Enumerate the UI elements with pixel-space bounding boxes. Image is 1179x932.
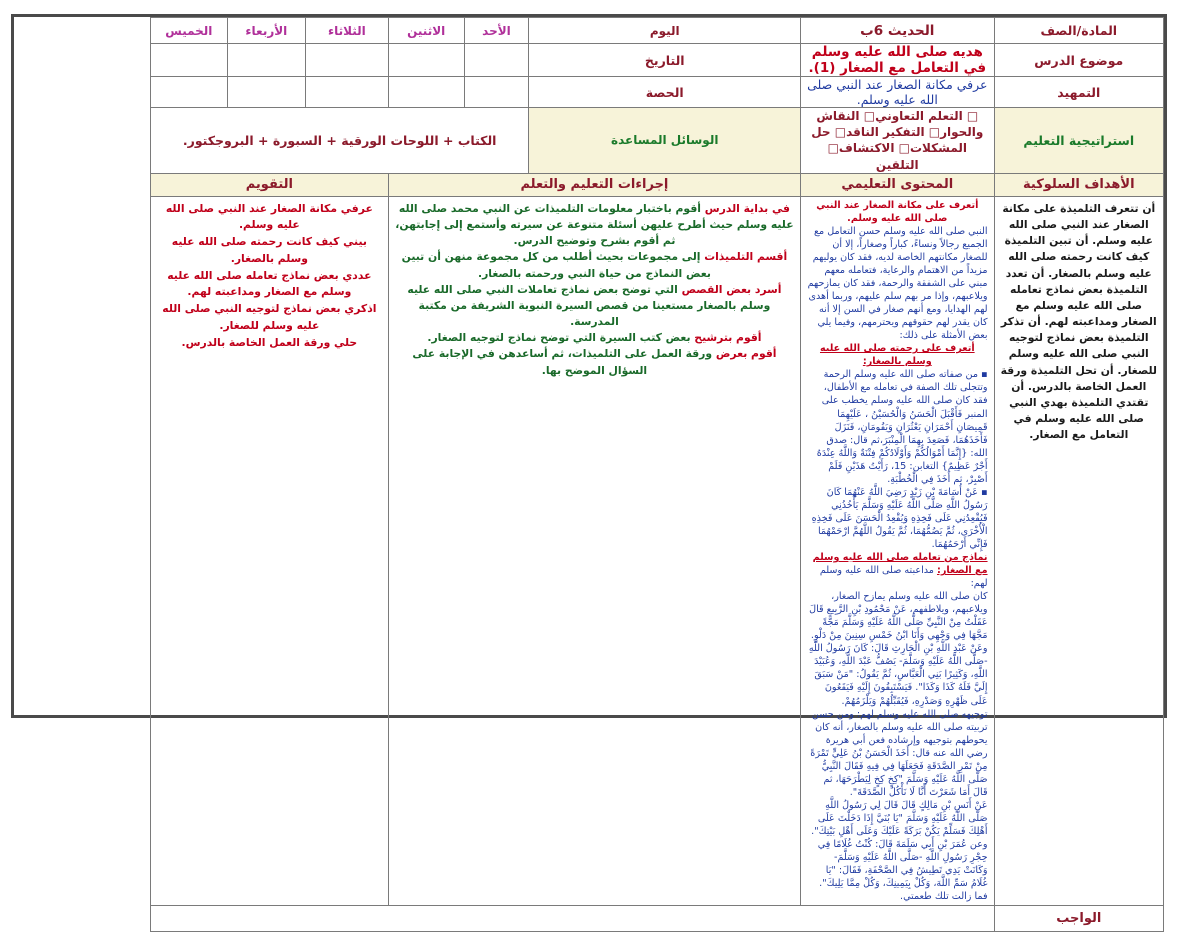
content-h2-line [807,551,988,590]
objectives-header: الأهداف السلوكية [994,173,1163,196]
intro-label: التمهيد [994,77,1163,108]
day-thursday: الخميس [150,18,227,44]
content-p2: النبي صلى الله عليه وسلم حسن التعامل مع الجميع رجالاً ونساءً، كباراً وصغاراً، إلا أن للصغار مكانتهم الخاصة لديه، فقد كان يوليهم مزيداً من الاهتمام والرعاية، فتعامله معهم مبني على الشفقة والرحمة، فقد كان يمازحهم ويلاعبهم، وإذا مر بهم سلم عليهم، وربما أهدى لهم الهدايا، ومع أنهم صغار في السن إلا أنه كان يقدر لهم حقوقهم ويحترمهم، وفيما يلي بعض الأمثلة على ذلك: [807,225,988,342]
proc-step5-text: ورقة العمل على التلميذات، ثم أساعدهن في الإجابة على السؤال الموضح بها. [412,347,713,377]
homework-row [15,906,1164,932]
procedures-header: إجراءات التعليم والتعلم [388,173,800,196]
date-cell-3[interactable] [305,44,388,77]
procedures-cell [388,196,800,906]
lesson-plan-frame [11,14,1167,927]
header-row-2 [15,44,1164,77]
aids-value: الكتاب + اللوحات الورقية + السبورة + البروجكتور. [150,108,529,174]
content-p4: وعَنْ عَبْدِ اللَّهِ بْنِ الْحَارِثِ قَالَ: كَانَ رَسُولُ اللَّهِ -صَلَّى اللَّهُ عَلَيْهِ وَسَلَّمَ- يَصُفُّ عَبْدَ اللَّهِ، وَعُبَيْدَ اللَّهِ، وَكَثِيرًا بَنِي الْعَبَّاسِ، ثُمَّ يَقُولُ: "مَنْ سَبَقَ إِلَيَّ فَلَهُ كَذَا وَكَذَا". فَيَسْتَبِقُونَ إِلَيْهِ فَيَقَعُونَ عَلَى ظَهْرِهِ وَصَدْرِهِ، فَيُقَبِّلُهُمْ وَيَلْزَمُهُمْ. [808,643,988,707]
subject-value: الحديث 6ب [801,18,995,44]
intro-value: عرفي مكانة الصغار عند النبي صلى الله عليه وسلم. [801,77,995,108]
period-cell-5[interactable] [150,77,227,108]
date-cell-2[interactable] [388,44,464,77]
content-h2: نماذج من تعامله صلى الله عليه وسلم مع الصغار: [812,552,988,577]
day-label: اليوم [529,18,801,44]
date-label: التاريخ [529,44,801,77]
lesson-label: موضوع الدرس [994,44,1163,77]
proc-step2-lead: أقسم التلميذات [704,250,788,264]
period-cell-3[interactable] [305,77,388,108]
lesson-plan-table [14,17,1164,932]
evaluation-cell [150,196,388,906]
content-p1: أتعرف على مكانة الصغار عند النبي صلى الله عليه وسلم. [816,199,979,224]
proc-step3-lead: أسرد بعض القصص [681,282,782,296]
date-cell-1[interactable] [464,44,529,77]
proc-step4-lead: أقوم بترشيح [694,331,762,345]
proc-step4-text: بعض كتب السيرة التي توضح نماذج لتوجيه الصغار. [427,331,691,345]
content-header: المحتوى التعليمي [801,173,995,196]
date-cell-5[interactable] [150,44,227,77]
day-sunday: الأحد [464,18,529,44]
header-row-1 [15,18,1164,44]
evaluation-item: عرفي مكانة الصغار عند النبي صلى الله عليه وسلم. [165,201,373,232]
content-h1: أتعرف على رحمته صلى الله عليه وسلم بالصغار: [819,343,975,368]
column-headers-row [15,173,1164,196]
period-cell-1[interactable] [464,77,529,108]
day-wednesday: الأربعاء [227,18,305,44]
proc-step3-text: التي توضح بعض نماذج تعاملات النبي صلى الله عليه وسلم بالصغار مستعينا من قصص السيرة النبوية الشريفة من مكتبة المدرسة. [407,282,771,329]
date-cell-4[interactable] [227,44,305,77]
content-cell [801,196,995,906]
period-cell-4[interactable] [227,77,305,108]
day-tuesday: الثلاثاء [305,18,388,44]
evaluation-item: بيني كيف كانت رحمته صلى الله عليه وسلم بالصغار. [171,235,367,265]
content-p3: كان صلى الله عليه وسلم يمازح الصغار، ويلاعبهم، ويلاطفهم، عَنْ مَحْمُودِ بْنِ الرَّبِيعِ قَالَ عَقَلْتُ مِنْ النَّبِيِّ صَلَّى اللَّهُ عَلَيْهِ وَسَلَّمَ مَجَّةً مَجَّهَا فِي وَجْهِي وَأَنَا ابْنُ خَمْسِ سِنِينَ مِنْ دَلْوٍ. [809,591,988,642]
content-p5-line: توجيهه صلى الله عليه وسلم لهم: ومن حسن تربيته صلى الله عليه وسلم بالصغار، أنه كان يحوطهم بتوجيهه وإرشاده فعن أبي هريرة رضي الله عنه قال: أَخَذَ الْحَسَنُ بْنُ عَلِيٍّ تَمْرَةً مِنْ تَمْرِ الصَّدَقَةِ فَجَعَلَهَا فِي فِيهِ فَقَالَ النَّبِيُّ صَلَّى اللَّهُ عَلَيْهِ وَسَلَّمَ "كِخٍ كِخٍ لِيَطْرَحَهَا، ثم قَالَ أَمَا شَعَرْتَ أَنَّا لَا نَأْكُلُ الصَّدَقَةَ". [810,708,988,798]
homework-cell[interactable] [150,906,994,932]
objectives-text: أن تتعرف التلميذة على مكانة الصغار عند النبي صلى الله عليه وسلم. أن تبين التلميذة كيف كانت رحمته صلى الله عليه وسلم بالصغار. أن تعدد التلميذة بعض نماذج تعامله صلى الله عليه وسلم مع الصغار ومداعبته لهم. أن تذكر التلميذة بعض نماذج لتوجيه النبي صلى الله عليه وسلم للصغار. أن تحل التلميذة ورقة العمل الخاصة بالدرس. أن تقتدي التلميذة بهدي النبي صلى الله عليه وسلم في التعامل مع الصغار. [994,196,1163,906]
header-row-4 [15,108,1164,174]
header-row-3 [15,77,1164,108]
evaluation-item: عددي بعض نماذج تعامله صلى الله عليه وسلم مع الصغار ومداعبته لهم. [167,268,372,299]
content-b1: ▪ من صفاته صلى الله عليه وسلم الرحمة وتتجلى تلك الصفة في تعامله مع الأطفال، فقد كان صلى الله عليه وسلم يخطب على المنبر فَأَقْبَلَ الْحَسَنُ وَالْحُسَيْنُ ، عَلَيْهِمَا قَمِيصَانِ أَحْمَرَانِ يَعْثُرَانِ وَيَقُومَانِ، فَنَزَلَ فَأَخَذَهُمَا، فَصَعِدَ بِهِمَا الْمِنْبَرَ،ثم قال: صدق الله: {إِنَّمَا أَمْوَالُكُمْ وَأَوْلَادُكُمْ فِتْنَةٌ وَاللَّهُ عِنْدَهُ أَجْرٌ عَظِيمٌ} التغابن: 15، رَأَيْتُ هَذَيْنِ فَلَمْ أَصْبِرْ، ثم أَخَذَ فِي الْخُطْبَةِ. [816,369,988,485]
day-monday: الاثنين [388,18,464,44]
homework-label: الواجب [994,906,1163,932]
content-p6: عَنْ أَنَسِ بْنِ مَالِكٍ قَالَ قَالَ لِي رَسُولُ اللَّهِ صَلَّى اللَّهُ عَلَيْهِ وَسَلَّمَ "يَا بُنَيَّ إِذَا دَخَلْتَ عَلَى أَهْلِكَ فَسَلِّمْ يَكُنْ بَرَكَةً عَلَيْكَ وَعَلَى أَهْلِ بَيْتِكَ". [811,799,988,837]
content-p7: وعن عُمَرَ بْنِ أَبِي سَلَمَةَ قَالَ: كُنْتُ غُلَامًا فِي حِجْرِ رَسُولِ اللَّهِ -صَلَّى اللَّهُ عَلَيْهِ وَسَلَّمَ- وَكَانَتْ يَدِي تَطِيشُ فِي الصَّحْفَةِ، فَقَالَ: "يَا غُلَامُ سَمِّ اللَّهَ، وَكُلْ بِيَمِينِكَ، وَكُلْ مِمَّا يَلِيكَ". فما زالت تلك طعمتي. [817,839,988,903]
strategy-label: استراتيجية التعليم [994,108,1163,174]
aids-label: الوسائل المساعدة [529,108,801,174]
strategy-value: □ التعلم التعاوني□ النقاش والحوار□ التفكير الناقد□ حل المشكلات□ الاكتشاف□ التلقين [801,108,995,174]
period-cell-2[interactable] [388,77,464,108]
evaluation-item: اذكري بعض نماذج لتوجيه النبي صلى الله عليه وسلم للصغار. [162,302,377,332]
evaluation-item: حلي ورقة العمل الخاصة بالدرس. [181,335,358,349]
proc-step1-text: أقوم باختبار معلومات التلميذات عن النبي محمد صلى الله عليه وسلم حيث أطرح عليهن أسئلة متنوعة عن سيرته وأستمع إلى إجابتهن، ثم أقوم بشرح وتوضيح الدرس. [395,201,794,248]
body-row [15,196,1164,906]
proc-step1-lead: في بداية الدرس [704,201,790,215]
proc-step2-text: إلى مجموعات بحيث أطلب من كل مجموعة منهن أن تبين بعض النماذج من حياة النبي ورحمته بالصغار. [401,250,711,280]
evaluation-header: التقويم [150,173,388,196]
content-b2: ▪ عَنْ أُسَامَةَ بْنِ زَيْدٍ رَضِيَ اللَّهُ عَنْهُمَا كَانَ رَسُولُ اللَّهِ صَلَّى اللَّهُ عَلَيْهِ وَسَلَّمَ يَأْخُذُنِي فَيُقْعِدُنِي عَلَى فَخِذِهِ وَيُقْعِدُ الْحَسَنَ عَلَى فَخِذِهِ الْأُخْرَى، ثُمَّ يَضُمُّهُمَا، ثُمَّ يَقُولُ اللَّهُمَّ ارْحَمْهُمَا فَإِنِّي أَرْحَمُهُمَا. [811,486,988,550]
lesson-value: هديه صلى الله عليه وسلم في التعامل مع الصغار (1). [801,44,995,77]
content-h2b: مداعبته صلى الله عليه وسلم لهم: [819,565,988,590]
proc-step5-lead: أقوم بعرض [715,347,777,361]
subject-label: المادة/الصف [994,18,1163,44]
period-label: الحصة [529,77,801,108]
